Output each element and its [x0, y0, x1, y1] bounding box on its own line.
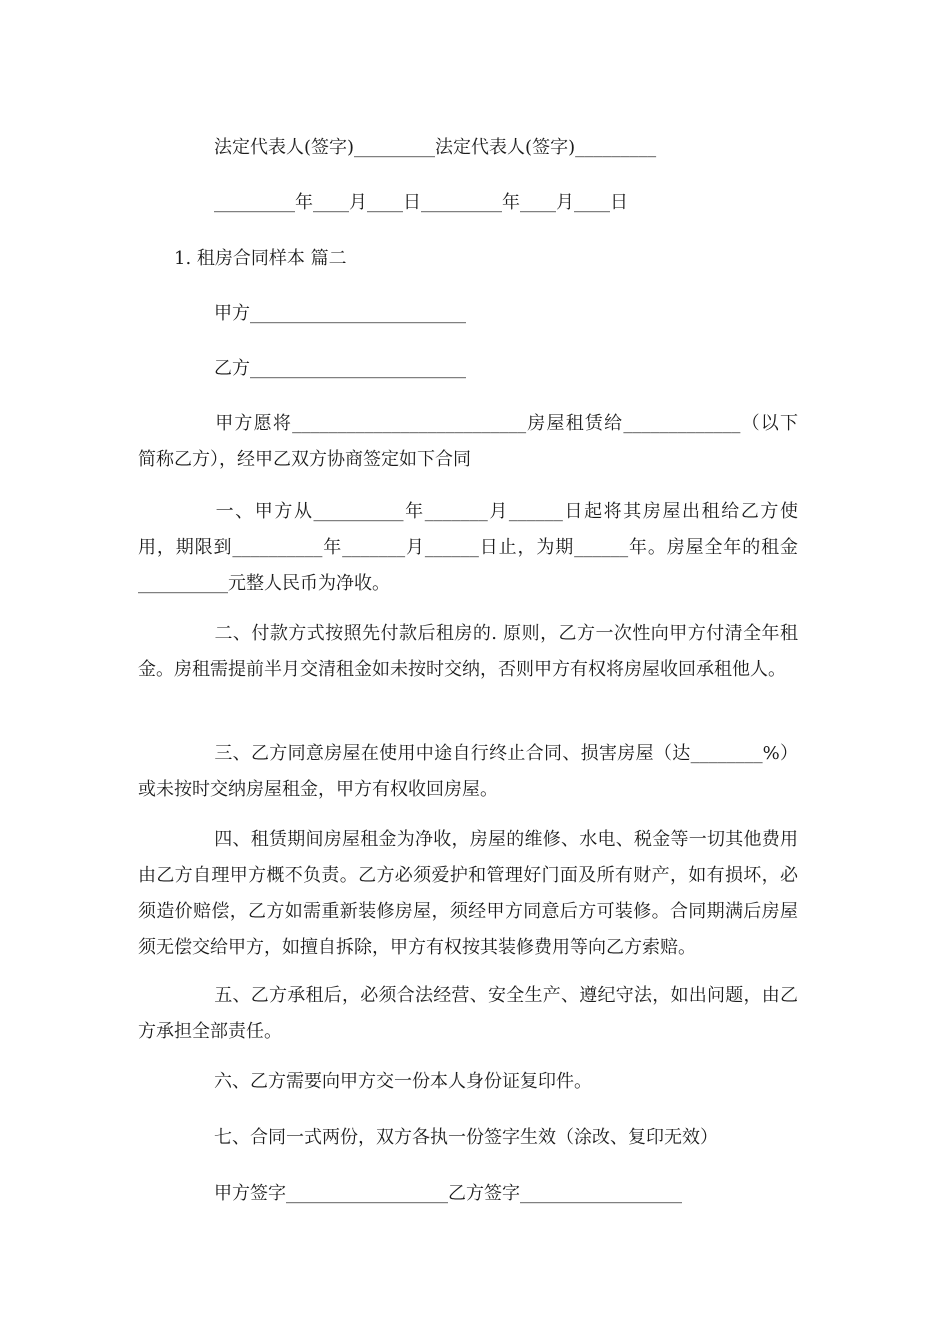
party-signature-line: 甲方签字__________________乙方签字__________________ — [214, 1183, 682, 1204]
clause-7 — [138, 1120, 798, 1156]
signature-date-line: _________年____月____日_________年____月____日 — [214, 192, 628, 213]
clause-4 — [138, 822, 798, 966]
section-heading: 1. 租房合同样本 篇二 — [174, 248, 347, 269]
clause-text: 四、租赁期间房屋租金为净收，房屋的维修、水电、税金等一切其他费用由乙方自理甲方概不负责。乙方必须爱护和管理好门面及所有财产，如有损坏，必须造价赔偿，乙方如需重新装修房屋，须经甲方同意后方可装修。合同期满后房屋须无偿交给甲方，如擅自拆除，甲方有权按其装修费用等向乙方索赔。 — [138, 829, 798, 958]
clause-3 — [138, 736, 798, 808]
clause-text: 一、甲方从__________年_______月______日起将其房屋出租给乙方使用，期限到__________年_______月______日止，为期______年。房屋全年的租金__________元整人民币为净收。 — [138, 501, 798, 594]
clause-text: 五、乙方承租后，必须合法经营、安全生产、遵纪守法，如出问题，由乙方承担全部责任。 — [138, 985, 798, 1042]
clause-text: 六、乙方需要向甲方交一份本人身份证复印件。 — [214, 1071, 592, 1092]
intro-text: 甲方愿将__________________________房屋租赁给_____________（以下简称乙方），经甲乙双方协商签定如下合同 — [138, 413, 798, 470]
clause-5 — [138, 978, 798, 1050]
clause-2 — [138, 616, 798, 688]
intro-paragraph — [138, 406, 798, 478]
clause-6 — [138, 1064, 798, 1100]
clause-text: 三、乙方同意房屋在使用中途自行终止合同、损害房屋（达________%）或未按时交纳房屋租金，甲方有权收回房屋。 — [138, 743, 798, 800]
clause-1 — [138, 494, 798, 602]
party-b-line: 乙方________________________ — [214, 358, 466, 379]
clause-text: 七、合同一式两份，双方各执一份签字生效（涂改、复印无效） — [214, 1127, 718, 1148]
legal-representative-signature-line: 法定代表人(签字)_________法定代表人(签字)_________ — [214, 137, 657, 158]
party-a-line: 甲方________________________ — [214, 303, 466, 324]
clause-text: 二、付款方式按照先付款后租房的. 原则，乙方一次性向甲方付清全年租金。房租需提前半月交清租金如未按时交纳，否则甲方有权将房屋收回承租他人。 — [138, 623, 798, 680]
